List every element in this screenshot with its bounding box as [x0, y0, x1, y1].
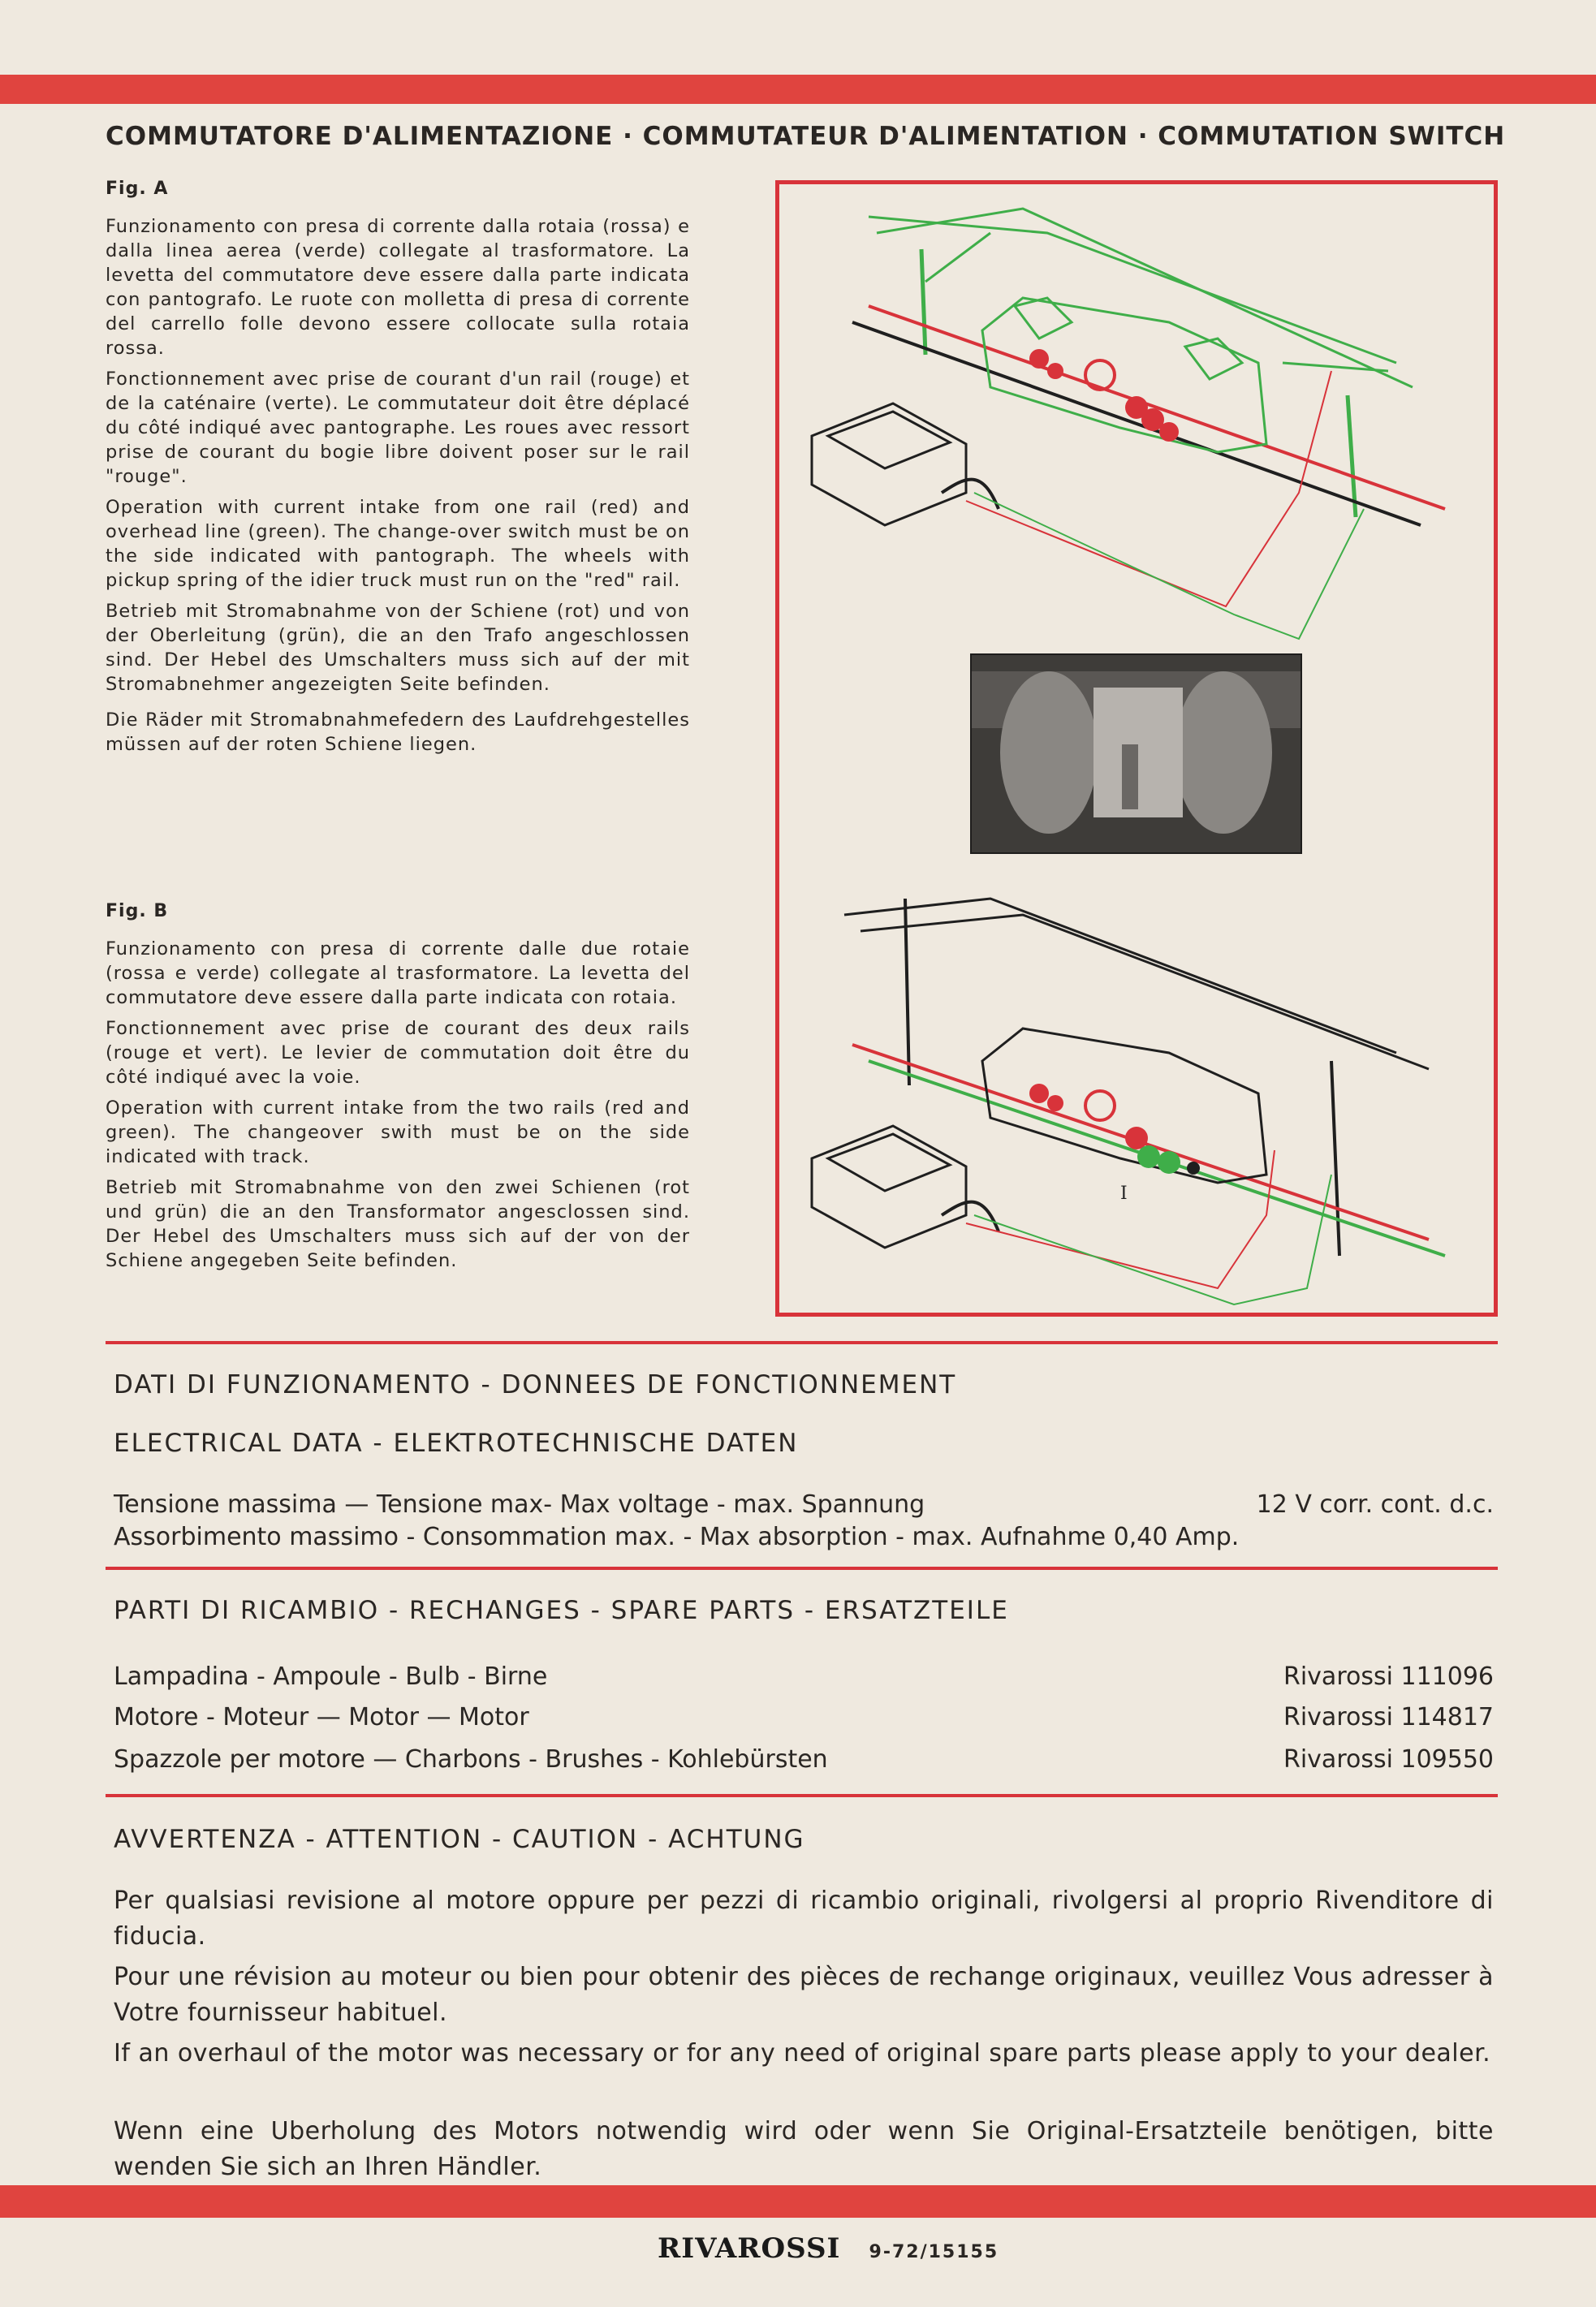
spare-label: Motore - Moteur — Motor — Motor	[114, 1703, 529, 1731]
spare-code: Rivarossi 111096	[1283, 1662, 1494, 1691]
divider-2	[106, 1567, 1498, 1570]
fig-a-english: Operation with current intake from one rail (red) and overhead line (green). The change-over switch must be on the side indicated with pantograph. The wheels with pickup spring of the idier truck must run on the "red" rail.	[106, 497, 690, 591]
caution-title: AVVERTENZA - ATTENTION - CAUTION - ACHTUNG	[114, 1825, 805, 1854]
fig-a-german-2: Die Räder mit Stromabnahmefedern des Laufdrehgestelles müssen auf der roten Schiene liegen.	[106, 709, 690, 755]
switch-marker-label: I	[1120, 1184, 1128, 1204]
fig-b-diagram	[812, 899, 1445, 1304]
spare-code: Rivarossi 114817	[1283, 1703, 1494, 1731]
fig-a-italian: Funzionamento con presa di corrente dalla rotaia (rossa) e dalla linea aerea (verde) collegate al trasformatore. La levetta del commutatore deve essere dalla parte indicata con pantografo. Le ruote con molletta di presa di corrente del carrello folle devono essere collocate sulla rotaia rossa.	[106, 216, 690, 359]
spare-row	[114, 1745, 1494, 1774]
rivarossi-logo: RIVAROSSI	[658, 2232, 841, 2265]
print-code: 9-72/15155	[869, 2242, 999, 2262]
divider-1	[106, 1341, 1498, 1344]
fig-a-french: Fonctionnement avec prise de courant d'un rail (rouge) et de la caténaire (verte). Le commutateur doit être déplacé du côté indiqué avec pantographe. Les roues avec ressort prise de courant du bogie libre doivent poser sur le rail "rouge".	[106, 369, 690, 487]
fig-b-text	[106, 899, 690, 1279]
footer	[658, 2232, 999, 2265]
spare-row	[114, 1662, 1494, 1691]
fig-b-label: Fig. B	[106, 901, 169, 921]
caution-english: If an overhaul of the motor was necessary or for any need of original spare parts please apply to your dealer.	[114, 2039, 1491, 2068]
caution-german: Wenn eine Uberholung des Motors notwendig wird oder wenn Sie Original-Ersatzteile benötigen, bitte wenden Sie sich an Ihren Händler.	[114, 2117, 1494, 2181]
voltage-row	[114, 1490, 1494, 1519]
top-red-band	[0, 75, 1596, 104]
absorption-row	[114, 1523, 1494, 1551]
caution-italian: Per qualsiasi revisione al motore oppure per pezzi di ricambio originali, rivolgersi al proprio Rivenditore di fiducia.	[114, 1887, 1494, 1951]
voltage-value: 12 V corr. cont. d.c.	[1256, 1490, 1494, 1519]
fig-a-text	[106, 177, 690, 763]
divider-3	[106, 1794, 1498, 1797]
electrical-title-2: ELECTRICAL DATA - ELEKTROTECHNISCHE DATEN	[114, 1429, 799, 1458]
bottom-red-band	[0, 2185, 1596, 2218]
voltage-label: Tensione massima — Tensione max- Max voltage - max. Spannung	[114, 1490, 925, 1519]
fig-a-german: Betrieb mit Stromabnahme von der Schiene (rot) und von der Oberleitung (grün), die an den Trafo angeschlossen sind. Der Hebel des Umschalters muss sich auf der mit Stromabnehmer angezeigten Seite befinden.	[106, 601, 690, 695]
spare-label: Spazzole per motore — Charbons - Brushes - Kohlebürsten	[114, 1745, 828, 1774]
spare-row	[114, 1703, 1494, 1731]
fig-a-label: Fig. A	[106, 179, 169, 199]
switch-photo	[970, 653, 1302, 854]
fig-b-german: Betrieb mit Stromabnahme von den zwei Schienen (rot und grün) die an den Transformator angesclossen sind. Der Hebel des Umschalters muss sich auf der von der Schiene angegeben Seite befinden.	[106, 1177, 690, 1271]
fig-b-french: Fonctionnement avec prise de courant des deux rails (rouge et vert). Le levier de commutation doit être du côté indiqué avec la voie.	[106, 1018, 690, 1088]
absorption-label: Assorbimento massimo - Consommation max. - Max absorption - max. Aufnahme 0,40 Amp.	[114, 1523, 1240, 1551]
fig-b-english: Operation with current intake from the two rails (red and green). The changeover swith must be on the side indicated with track.	[106, 1097, 690, 1167]
fig-a-diagram	[812, 209, 1445, 639]
electrical-title-1: DATI DI FUNZIONAMENTO - DONNEES DE FONCTIONNEMENT	[114, 1370, 957, 1399]
switch-photo-image	[972, 655, 1301, 852]
spares-title: PARTI DI RICAMBIO - RECHANGES - SPARE PARTS - ERSATZTEILE	[114, 1596, 1009, 1625]
spare-label: Lampadina - Ampoule - Bulb - Birne	[114, 1662, 548, 1691]
spare-code: Rivarossi 109550	[1283, 1745, 1494, 1774]
page-heading: COMMUTATORE D'ALIMENTAZIONE · COMMUTATEUR D'ALIMENTATION · COMMUTATION SWITCH	[106, 122, 1506, 151]
caution-french: Pour une révision au moteur ou bien pour obtenir des pièces de rechange originaux, veuillez Vous adresser à Votre fournisseur habituel.	[114, 1963, 1494, 2027]
fig-b-italian: Funzionamento con presa di corrente dalle due rotaie (rossa e verde) collegate al trasformatore. La levetta del commutatore deve essere dalla parte indicata con rotaia.	[106, 938, 690, 1008]
